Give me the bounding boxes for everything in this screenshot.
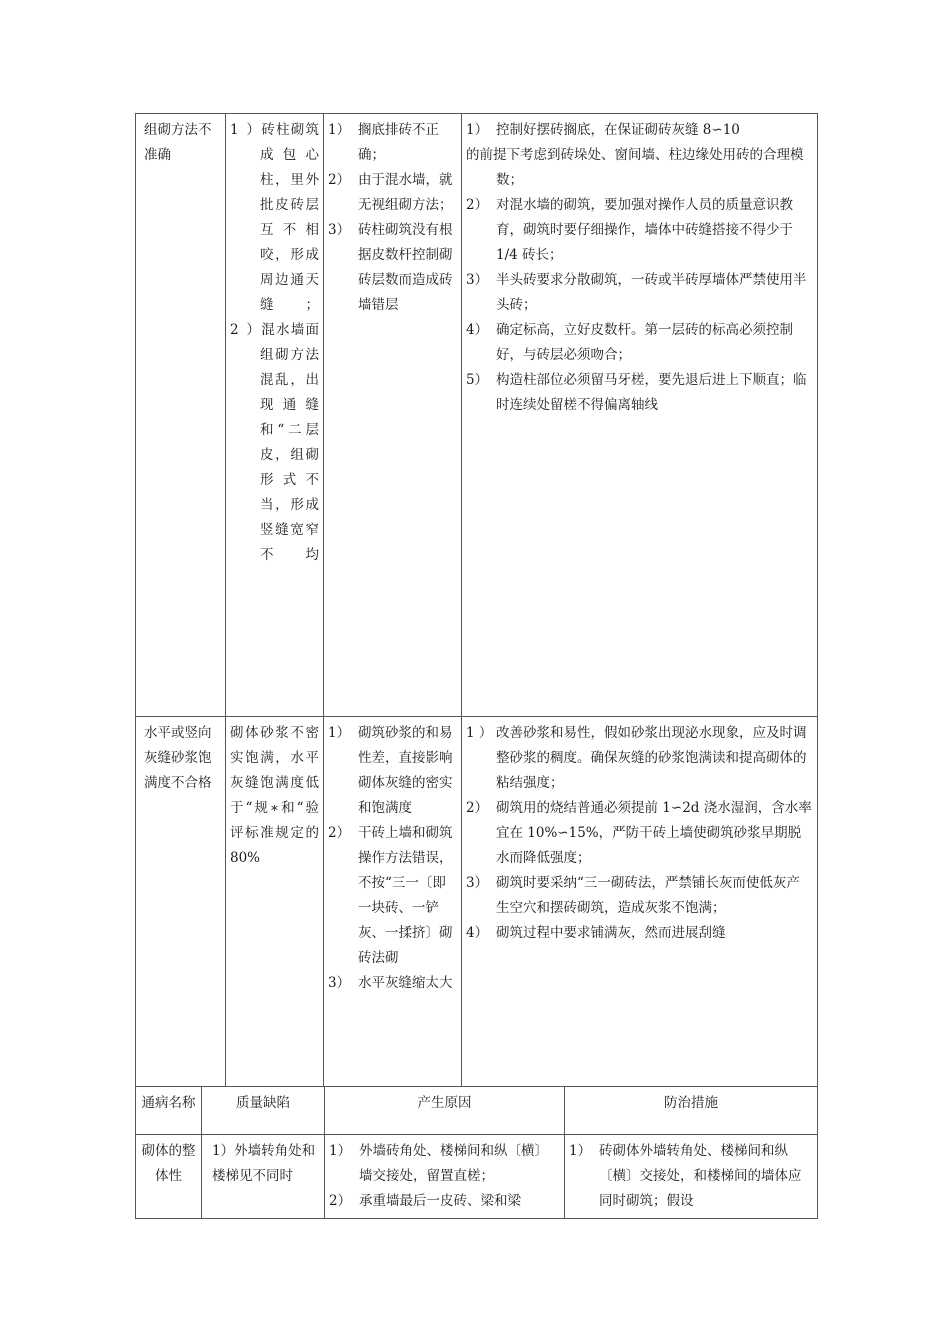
list-item: 2） 对混水墙的砌筑，要加强对操作人员的质量意识教育，砌筑时要仔细操作，墙体中砖缝搭接不得少于 1/4 砖长； [466,197,793,263]
header-cause: 产生原因 [325,1087,565,1135]
table-row [136,114,818,717]
list-item: 3） 水平灰缝缩太大 [328,975,453,991]
defect-table-new [135,1086,818,1219]
list-item: 2） 砌筑用的烧结普通必须提前 1∽2d 浇水湿润，含水率宜在 10%∽15%，严防干砖上墙使砌筑砂浆早期脱水而降低强度； [466,800,812,866]
list-item: 2） 干砖上墙和砌筑操作方法错误，不按“三一〔即一块砖、一铲灰、一揉挤〕砌砖法砌 [328,825,453,966]
header-defect: 质量缺陷 [202,1087,325,1135]
list-item: 1） 砌筑砂浆的和易性差，直接影响砌体灰缝的密实和饱满度 [328,725,453,816]
list-item: 3） 砖柱砌筑没有根据皮数杆控制砌砖层数而造成砖墙错层 [328,222,453,313]
list-item: 2） 承重墙最后一皮砖、梁和梁 [329,1193,521,1209]
defect-name: 砌体的整体性 [141,1143,196,1184]
list-item: 3） 砌筑时要采纳“三一砌砖法，严禁铺长灰而使低灰产生空穴和摆砖砌筑，造成灰浆不饱满； [466,875,800,916]
table-header-row [136,1087,818,1135]
defect-name-cell [136,1135,202,1219]
list-item: 2） 由于混水墙，就无视组砌方法； [328,172,453,213]
table-row [136,717,818,1087]
defect-text: 砌体砂浆不密实饱满，水平灰缝饱满度低于“规∗和“验评标准规定的80% [230,725,319,866]
list-item: 1） 控制好摆砖搁底，在保证砌砖灰缝 8∽10 [466,122,740,138]
list-item: 2）混水墙面组砌方法混乱，出现通缝和“二层皮，组砌形式不当，形成竖缝宽窄不均 [230,322,319,563]
defect-name-cell [136,717,226,1087]
cause-cell [325,1135,565,1219]
header-measure: 防治措施 [565,1087,818,1135]
list-item: 1）砖柱砌筑成包心柱，里外批皮砖层互不相咬，形成周边通天缝； [230,122,319,313]
defect-name-cell [136,114,226,717]
defect-name: 水平或竖向灰缝砂浆饱满度不合格 [144,725,212,791]
list-item: 的前提下考虑到砖垛处、窗间墙、柱边缘处用砖的合理模数； [466,147,804,188]
list-item: 1） 砖砌体外墙转角处、楼梯间和纵〔横〕交接处，和楼梯间的墙体应同时砌筑；假设 [569,1143,802,1209]
measure-cell [565,1135,818,1219]
table-row [136,1135,818,1219]
measure-cell [462,717,818,1087]
list-item: 3） 半头砖要求分散砌筑，一砖或半砖厚墙体严禁使用半头砖； [466,272,807,313]
cause-cell [324,717,462,1087]
quality-defect-cell [226,114,324,717]
quality-defect-cell [226,717,324,1087]
header-name: 通病名称 [136,1087,202,1135]
list-item: 5） 构造柱部位必须留马牙槎，要先退后进上下顺直；临时连续处留槎不得偏离轴线 [466,372,807,413]
defect-table-continued [135,113,818,1087]
measure-cell [462,114,818,717]
list-item: 1） 搁底排砖不正确； [328,122,439,163]
list-item: 1）外墙转角处和楼梯见不同时 [212,1143,316,1184]
quality-defect-cell [202,1135,325,1219]
cause-cell [324,114,462,717]
list-item: 4） 砌筑过程中要求铺满灰，然而进展刮缝 [466,925,726,941]
list-item: 1 ） 改善砂浆和易性，假如砂浆出现泌水现象，应及时调整砂浆的稠度。确保灰缝的砂浆饱满读和提高砌体的粘结强度； [466,725,807,791]
list-item: 4） 确定标高，立好皮数杆。第一层砖的标高必须控制好，与砖层必须吻合； [466,322,793,363]
list-item: 1） 外墙砖角处、楼梯间和纵〔横〕墙交接处，留置直槎； [329,1143,548,1184]
defect-name: 组砌方法不准确 [144,122,212,163]
